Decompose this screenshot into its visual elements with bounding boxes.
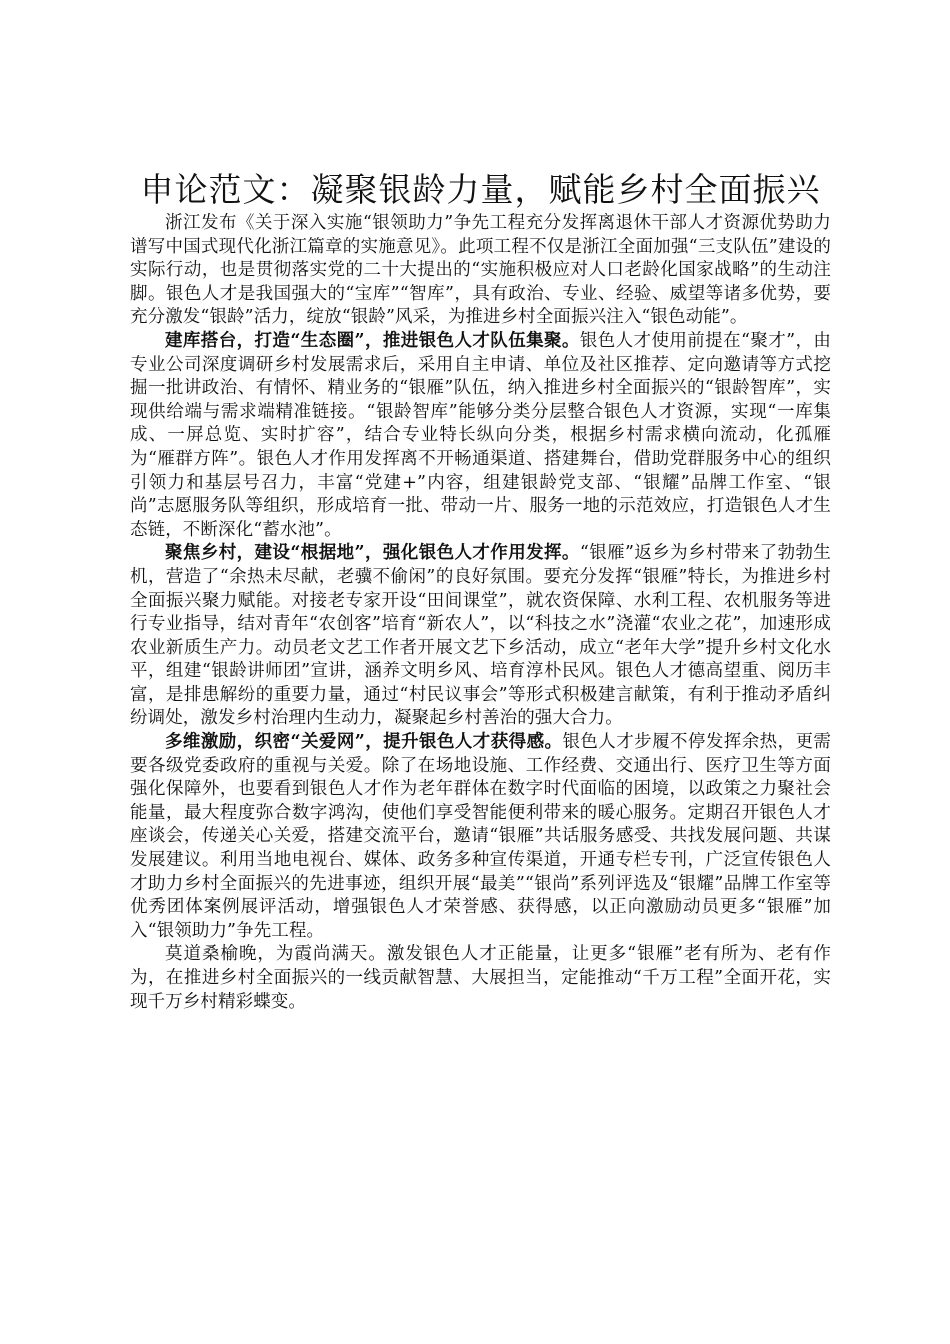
paragraph-section-2	[130, 542, 831, 731]
document-page	[130, 168, 831, 1014]
section-heading: 建库搭台，打造“生态圈”，推进银色人才队伍集聚。	[165, 330, 580, 351]
paragraph-conclusion	[130, 943, 831, 1014]
paragraph-section-1	[130, 330, 831, 542]
paragraph-body: 浙江发布《关于深入实施“银领助力”争先工程充分发挥离退休干部人才资源优势助力谱写中国式现代化浙江篇章的实施意见》。此项工程不仅是浙江全面加强“三支队伍”建设的实际行动，也是贯彻落实党的二十大提出的“实施积极应对人口老龄化国家战略”的生动注脚。银色人才是我国强大的“宝库”“智库”，具有政治、专业、经验、威望等诸多优势，要充分激发“银龄”活力，绽放“银龄”风采，为推进乡村全面振兴注入“银色动能”。	[130, 213, 831, 328]
section-heading: 聚焦乡村，建设“根据地”，强化银色人才作用发挥。	[165, 543, 580, 564]
paragraph-body: 银色人才使用前提在“聚才”，由专业公司深度调研乡村发展需求后，采用自主申请、单位及社区推荐、定向邀请等方式挖掘一批讲政治、有情怀、精业务的“银雁”队伍，纳入推进乡村全面振兴的“银龄智库”，实现供给端与需求端精准链接。“银龄智库”能够分类分层整合银色人才资源，实现“一库集成、一屏总览、实时扩容”，结合专业特长纵向分类，根据乡村需求横向流动，化孤雁为“雁群方阵”。银色人才作用发挥离不开畅通渠道、搭建舞台，借助党群服务中心的组织引领力和基层号召力，丰富“党建+”内容，组建银龄党支部、“银耀”品牌工作室、“银尚”志愿服务队等组织，形成培育一批、带动一片、服务一地的示范效应，打造银色人才生态链，不断深化“蓄水池”。	[130, 330, 831, 540]
paragraph-body: 银色人才步履不停发挥余热，更需要各级党委政府的重视与关爱。除了在场地设施、工作经费、交通出行、医疗卫生等方面强化保障外，也要看到银色人才作为老年群体在数字时代面临的困境，以政策之力聚社会能量，最大程度弥合数字鸿沟，使他们享受智能便利带来的暖心服务。定期召开银色人才座谈会，传递关心关爱，搭建交流平台，邀请“银雁”共话服务感受、共找发展问题、共谋发展建议。利用当地电视台、媒体、政务多种宣传渠道，开通专栏专刊，广泛宣传银色人才助力乡村全面振兴的先进事迹，组织开展“最美”“银尚”系列评选及“银耀”品牌工作室等优秀团体案例展评活动，增强银色人才荣誉感、获得感，以正向激励动员更多“银雁”加入“银领助力”争先工程。	[130, 732, 832, 941]
paragraph-section-3	[130, 731, 831, 943]
paragraph-intro	[130, 212, 831, 330]
document-title: 申论范文：凝聚银龄力量，赋能乡村全面振兴	[140, 170, 821, 209]
paragraph-body: 莫道桑榆晚，为霞尚满天。激发银色人才正能量，让更多“银雁”老有所为、老有作为，在推进乡村全面振兴的一线贡献智慧、大展担当，定能推动“千万工程”全面开花，实现千万乡村精彩蝶变。	[130, 944, 831, 1012]
paragraph-body: “银雁”返乡为乡村带来了勃勃生机，营造了“余热未尽献，老骥不偷闲”的良好氛围。要充分发挥“银雁”特长，为推进乡村全面振兴聚力赋能。对接老专家开设“田间课堂”，就农资保障、水利工程、农机服务等进行专业指导，结对青年“农创客”培育“新农人”，以“科技之水”浇灌“农业之花”，加速形成农业新质生产力。动员老文艺工作者开展文艺下乡活动，成立“老年大学”提升乡村文化水平，组建“银龄讲师团”宣讲，涵养文明乡风、培育淳朴民风。银色人才德高望重、阅历丰富，是排患解纷的重要力量，通过“村民议事会”等形式积极建言献策，有利于推动矛盾纠纷调处，激发乡村治理内生动力，凝聚起乡村善治的强大合力。	[130, 543, 831, 729]
section-heading: 多维激励，织密“关爱网”，提升银色人才获得感。	[165, 732, 563, 753]
